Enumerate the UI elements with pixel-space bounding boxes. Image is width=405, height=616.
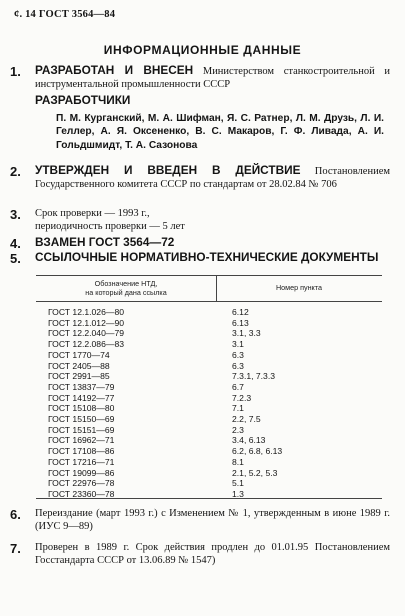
item-text: Проверен в 1989 г. Срок действия продлен до 01.01.95 Постановлением Госстандарта СССР от 13.06.89 № 1547) — [35, 542, 390, 567]
info-item-6 — [10, 507, 390, 535]
row-point: 6.3 — [232, 360, 244, 371]
row-point: 2.2, 7.5 — [232, 414, 261, 424]
table-row — [36, 350, 382, 361]
row-document: ГОСТ 17108—86 — [48, 446, 115, 457]
table-row — [36, 318, 382, 329]
table-row — [36, 403, 382, 414]
info-item-2 — [10, 164, 390, 204]
table-header-doc — [36, 279, 216, 297]
row-document: ГОСТ 15150—69 — [48, 414, 115, 424]
row-point: 3.1, 3.3 — [232, 328, 261, 339]
table-row — [36, 468, 382, 479]
row-point: 3.4, 6.13 — [232, 435, 266, 446]
row-point: 1.3 — [232, 488, 244, 499]
row-document: ГОСТ 22976—78 — [48, 478, 115, 489]
row-point: 3.1 — [232, 339, 244, 350]
page-header: ¢. 14 ГОСТ 3564—84 — [14, 9, 116, 20]
item-body: Постановлением Государственного комитета СССР по стандартам от 28.02.84 № 706 — [35, 166, 391, 191]
row-point: 8.1 — [232, 456, 244, 467]
item-number: 3. — [10, 207, 21, 222]
item-text: Переиздание (март 1993 г.) с Изменением № 1, утвержденным в июне 1989 г. (ИУС 9—89) — [35, 508, 390, 533]
row-document: ГОСТ 2991—85 — [48, 371, 110, 382]
page-title: ИНФОРМАЦИОННЫЕ ДАННЫЕ — [103, 43, 302, 57]
row-point: 2.1, 5.2, 5.3 — [232, 467, 278, 478]
row-point: 6.12 — [232, 307, 249, 317]
table-row — [36, 414, 382, 425]
item-lead: УТВЕРЖДЕН И ВВЕДЕН В ДЕЙСТВИЕ — [35, 163, 301, 177]
table-bottom-rule — [36, 498, 382, 499]
item-number: 2. — [10, 164, 21, 179]
item-text — [35, 64, 390, 92]
item-number: 4. — [10, 236, 21, 251]
row-document: ГОСТ 2405—88 — [48, 360, 110, 371]
item-number: 1. — [10, 64, 21, 79]
row-point: 2.3 — [232, 424, 244, 435]
info-item-1 — [10, 64, 390, 94]
table-row — [36, 361, 382, 372]
row-document: ГОСТ 23360—78 — [48, 488, 115, 499]
table-row — [36, 371, 382, 382]
table-row — [36, 446, 382, 457]
header-line: Обозначение НТД, — [94, 279, 158, 288]
row-document: ГОСТ 1770—74 — [48, 349, 110, 360]
table-row — [36, 457, 382, 468]
item-lead: РАЗРАБОТАН И ВНЕСЕН — [35, 63, 194, 77]
table-top-rule — [36, 275, 382, 276]
table-row — [36, 307, 382, 318]
item-text: Срок проверки — 1993 г., периодичность проверки — 5 лет — [35, 208, 185, 233]
developers-heading — [10, 94, 390, 110]
row-point: 6.13 — [232, 317, 249, 328]
table-header-rule — [36, 301, 382, 302]
table-row — [36, 425, 382, 436]
row-point: 7.1 — [232, 403, 244, 414]
developers-list: П. М. Курганский, М. А. Шифман, Я. С. Ратнер, Л. М. Друзь, Л. И. Геллер, А. Я. Оксененко, В. С. Макаров, Г. Ф. Ливада, А. И. Гольдшмидт, Т. А. Сазонова — [56, 113, 384, 151]
item-number: 6. — [10, 507, 21, 522]
item-lead: ССЫЛОЧНЫЕ НОРМАТИВНО-ТЕХНИЧЕСКИЕ ДОКУМЕНТЫ — [35, 250, 379, 264]
row-point: 6.2, 6.8, 6.13 — [232, 446, 283, 457]
row-point: 6.3 — [232, 349, 244, 360]
item-text — [35, 164, 390, 192]
item-body: Министерством станкостроительной и инструментальной промышленности СССР — [35, 66, 390, 91]
item-number: 7. — [10, 541, 21, 556]
row-document: ГОСТ 19099—86 — [48, 467, 115, 478]
info-item-3 — [10, 207, 390, 235]
table-row — [36, 339, 382, 350]
row-document: ГОСТ 14192—77 — [48, 392, 115, 403]
row-document: ГОСТ 12.1.012—90 — [48, 317, 125, 328]
header-line: на который дана ссылка — [85, 288, 167, 297]
info-item-7 — [10, 541, 390, 569]
item-text — [35, 236, 390, 250]
table-row — [36, 478, 382, 489]
row-document: ГОСТ 12.2.086—83 — [48, 339, 125, 350]
table-row — [36, 393, 382, 404]
row-document: ГОСТ 15151—69 — [48, 424, 115, 435]
row-point: 7.3.1, 7.3.3 — [232, 371, 276, 382]
table-row — [36, 435, 382, 446]
item-lead: ВЗАМЕН ГОСТ 3564—72 — [35, 235, 175, 249]
developers-label: РАЗРАБОТЧИКИ — [35, 93, 131, 107]
row-point: 5.1 — [232, 478, 244, 489]
row-document: ГОСТ 15108—80 — [48, 403, 115, 414]
table-row — [36, 382, 382, 393]
row-document: ГОСТ 16962—71 — [48, 435, 115, 446]
table-header-point: Номер пункта — [275, 283, 322, 292]
item-number: 5. — [10, 251, 21, 266]
row-document: ГОСТ 12.2.040—79 — [48, 328, 125, 339]
table-row — [36, 328, 382, 339]
row-document: ГОСТ 17216—71 — [48, 456, 115, 467]
row-point: 6.7 — [232, 381, 244, 392]
row-point: 7.2.3 — [232, 392, 252, 403]
item-text — [35, 251, 390, 266]
row-document: ГОСТ 12.1.026—80 — [48, 307, 125, 317]
row-document: ГОСТ 13837—79 — [48, 381, 115, 392]
